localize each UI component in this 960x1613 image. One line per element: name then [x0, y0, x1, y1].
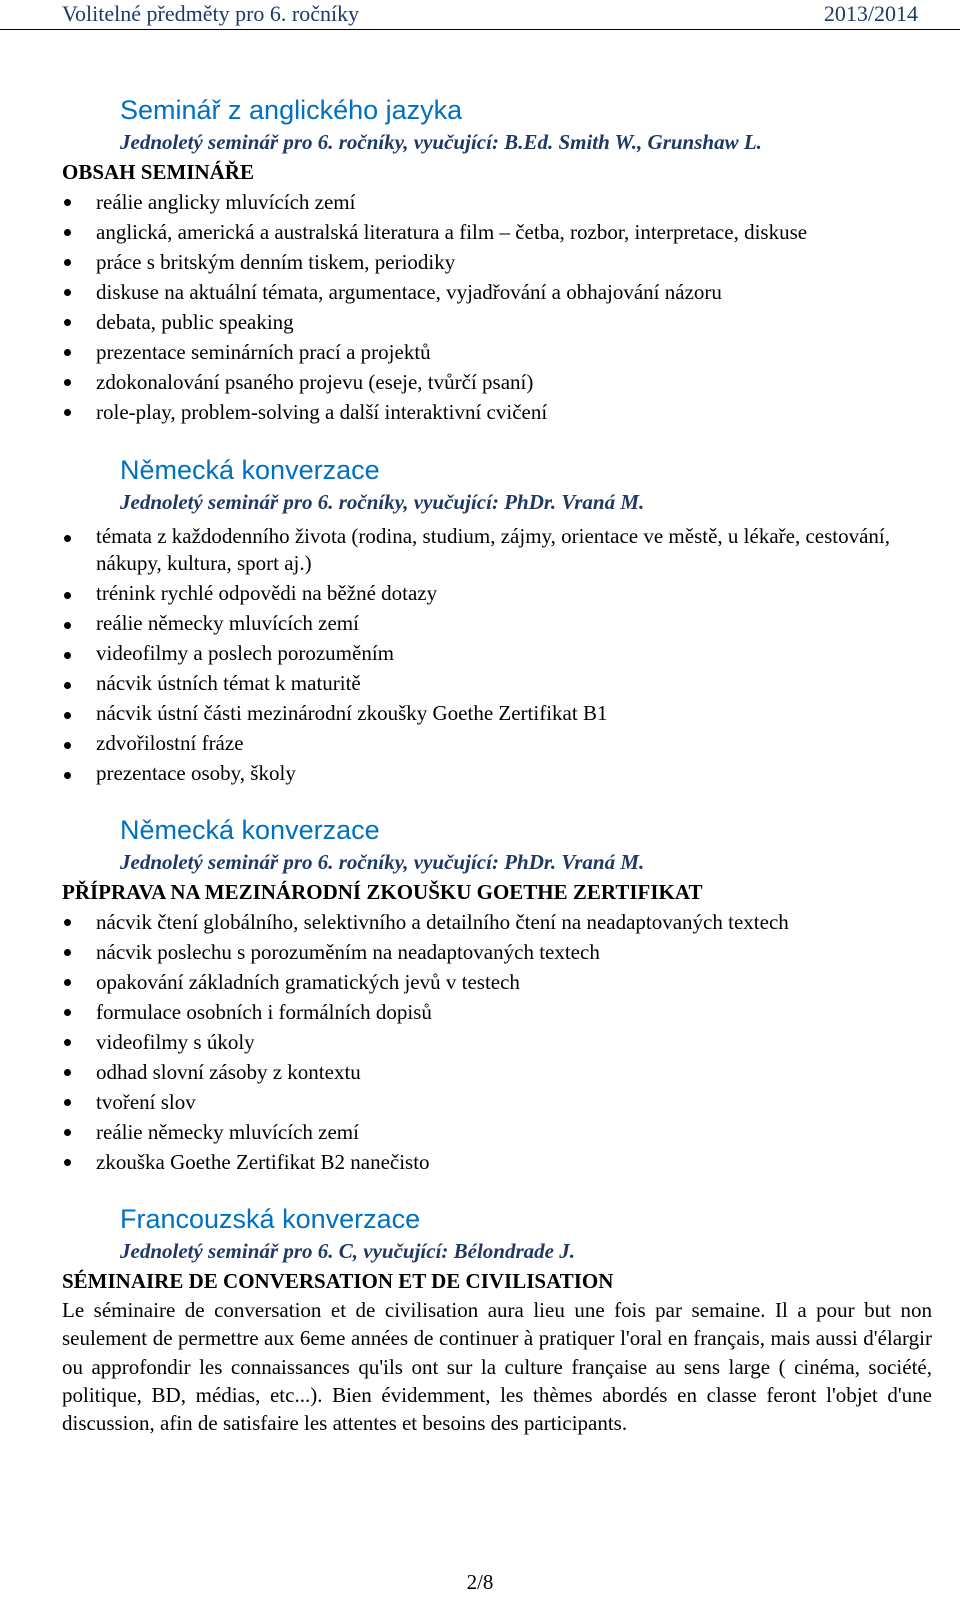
section-subtitle: Jednoletý seminář pro 6. ročníky, vyučující: B.Ed. Smith W., Grunshaw L.	[120, 130, 762, 154]
section-title: Německá konverzace	[120, 455, 380, 485]
section-subtitle: Jednoletý seminář pro 6. ročníky, vyučující: PhDr. Vraná M.	[120, 850, 645, 874]
section-subtitle: Jednoletý seminář pro 6. ročníky, vyučující: PhDr. Vraná M.	[120, 490, 645, 514]
list-item: formulace osobních i formálních dopisů	[62, 997, 932, 1027]
section-german-2	[62, 814, 932, 1177]
section-heading: PŘÍPRAVA NA MEZINÁRODNÍ ZKOUŠKU GOETHE ZERTIFIKAT	[62, 880, 703, 904]
section-title: Německá konverzace	[120, 815, 380, 845]
header-year: 2013/2014	[823, 1, 918, 26]
list-item: diskuse na aktuální témata, argumentace, vyjadřování a obhajování názoru	[62, 277, 932, 307]
list-item: nácvik poslechu s porozuměním na neadaptovaných textech	[62, 937, 932, 967]
list-item: nácvik ústních témat k maturitě	[62, 670, 932, 700]
list-item: zdokonalování psaného projevu (eseje, tvůrčí psaní)	[62, 367, 932, 397]
section-english	[62, 94, 932, 427]
list-item: tvoření slov	[62, 1087, 932, 1117]
list-item: videofilmy s úkoly	[62, 1027, 932, 1057]
bullet-list	[62, 907, 932, 1177]
list-item: debata, public speaking	[62, 307, 932, 337]
list-item: anglická, americká a australská literatura a film – četba, rozbor, interpretace, diskuse	[62, 217, 932, 247]
page-number: 2/8	[466, 1570, 494, 1594]
section-title: Seminář z anglického jazyka	[120, 95, 463, 125]
bullet-list	[62, 187, 932, 427]
list-item: reálie německy mluvících zemí	[62, 1117, 932, 1147]
header-title: Volitelné předměty pro 6. ročníky	[62, 1, 360, 26]
list-item: práce s britským denním tiskem, periodiky	[62, 247, 932, 277]
list-item: témata z každodenního života (rodina, studium, zájmy, orientace ve městě, u lékaře, cestování, nákupy, kultura, sport aj.)	[62, 523, 932, 580]
section-heading: OBSAH SEMINÁŘE	[62, 160, 254, 184]
list-item: videofilmy a poslech porozuměním	[62, 640, 932, 670]
list-item: reálie anglicky mluvících zemí	[62, 187, 932, 217]
section-subtitle: Jednoletý seminář pro 6. C, vyučující: Bélondrade J.	[120, 1239, 575, 1263]
list-item: opakování základních gramatických jevů v testech	[62, 967, 932, 997]
section-title: Francouzská konverzace	[120, 1204, 421, 1234]
list-item: trénink rychlé odpovědi na běžné dotazy	[62, 580, 932, 610]
list-item: zkouška Goethe Zertifikat B2 nanečisto	[62, 1147, 932, 1177]
list-item: prezentace osoby, školy	[62, 760, 932, 790]
bullet-list	[62, 523, 932, 790]
list-item: prezentace seminárních prací a projektů	[62, 337, 932, 367]
list-item: zdvořilostní fráze	[62, 730, 932, 760]
section-heading: SÉMINAIRE DE CONVERSATION ET DE CIVILISATION	[62, 1269, 614, 1293]
section-german-1	[62, 454, 932, 790]
section-paragraph: Le séminaire de conversation et de civilisation aura lieu une fois par semaine. Il a pour but non seulement de permettre aux 6eme années de continuer à pratiquer l'oral en français, mais aussi d'élargir ou approfondir les connaissances qu'ils ont sur la culture française au sens large ( cinéma, société, politique, BD, médias, etc...). Bien évidemment, les thèmes abordés en classe feront l'objet d'une discussion, afin de satisfaire les attentes et besoins des participants.	[62, 1298, 932, 1436]
list-item: role-play, problem-solving a další interaktivní cvičení	[62, 397, 932, 427]
list-item: reálie německy mluvících zemí	[62, 610, 932, 640]
page-header	[0, 0, 960, 30]
section-french	[62, 1203, 932, 1437]
list-item: odhad slovní zásoby z kontextu	[62, 1057, 932, 1087]
list-item: nácvik ústní části mezinárodní zkoušky Goethe Zertifikat B1	[62, 700, 932, 730]
list-item: nácvik čtení globálního, selektivního a detailního čtení na neadaptovaných textech	[62, 907, 932, 937]
